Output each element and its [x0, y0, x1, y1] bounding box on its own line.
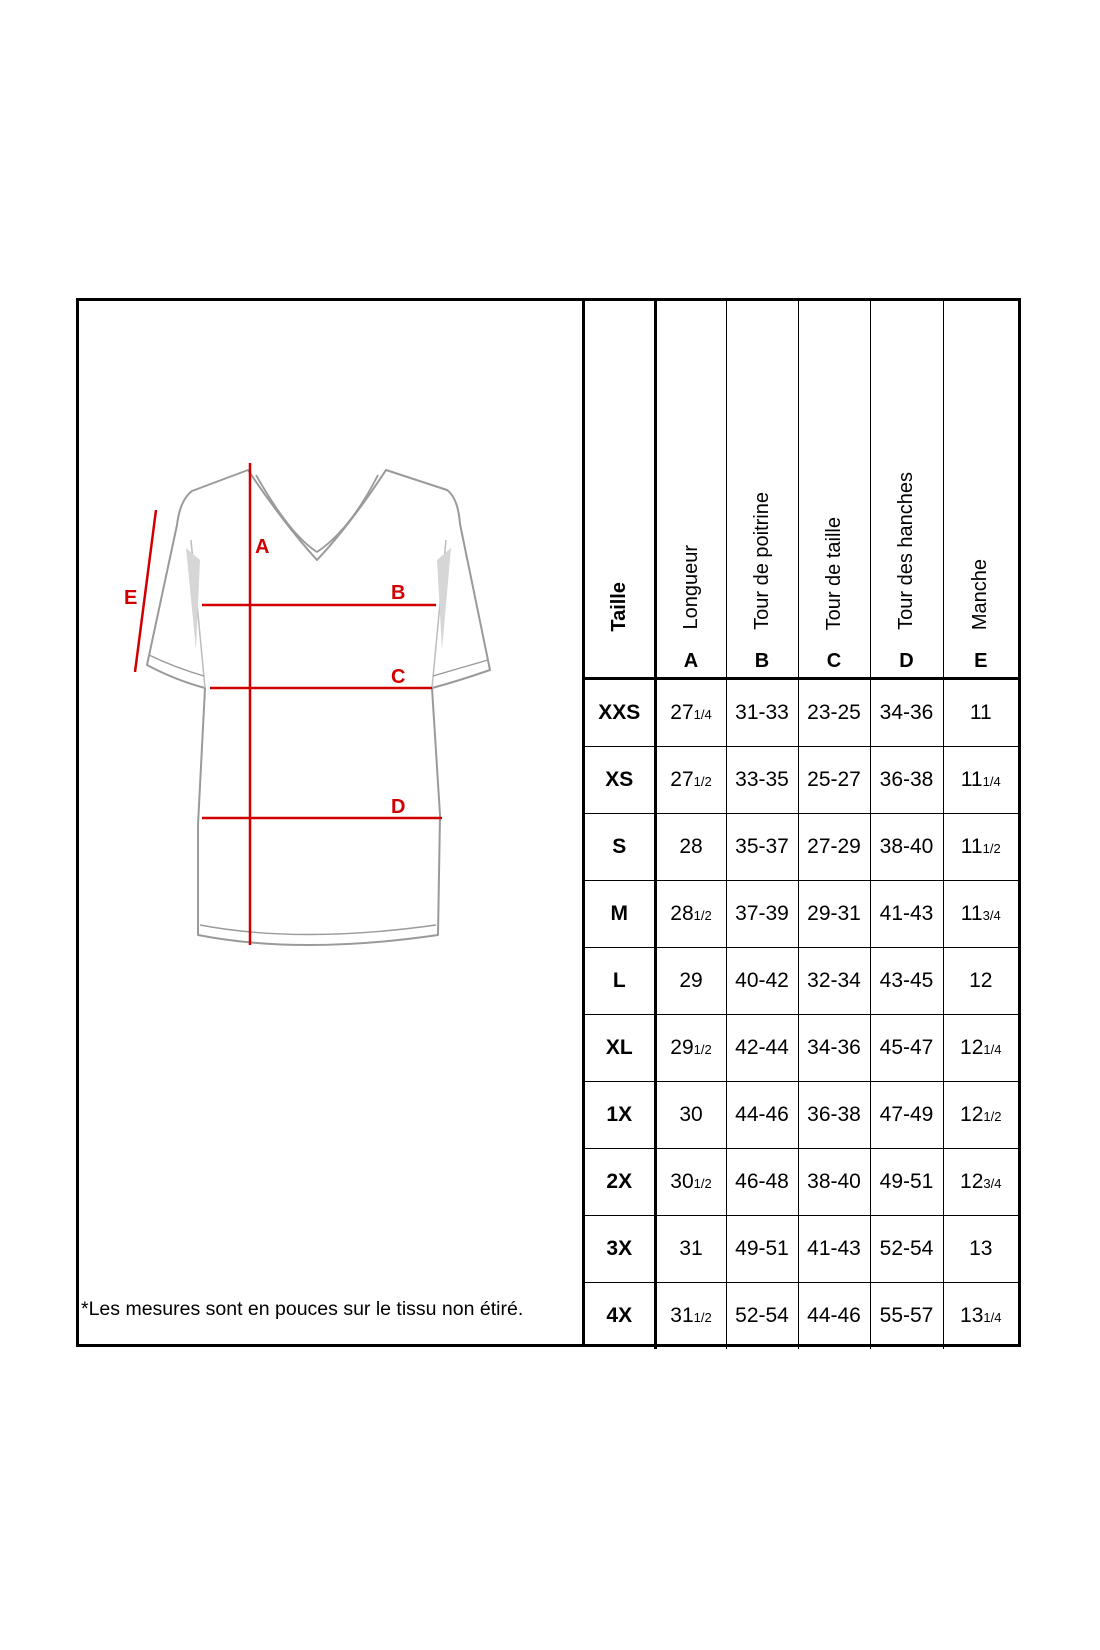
- sleeve-cell: 111/4: [943, 747, 1018, 814]
- length-cell: 311/2: [655, 1283, 726, 1350]
- length-cell: 281/2: [655, 881, 726, 948]
- header-longueur: Longueur A: [655, 301, 726, 679]
- waist-cell: 38-40: [798, 1149, 870, 1216]
- waist-cell: 29-31: [798, 881, 870, 948]
- hip-cell: 47-49: [870, 1082, 943, 1149]
- hip-cell: 34-36: [870, 679, 943, 747]
- hip-cell: 36-38: [870, 747, 943, 814]
- label-e: E: [124, 587, 138, 609]
- chest-cell: 35-37: [726, 814, 798, 881]
- waist-cell: 34-36: [798, 1015, 870, 1082]
- size-cell: 2X: [585, 1149, 655, 1216]
- tshirt-outline: [147, 470, 490, 945]
- hip-cell: 43-45: [870, 948, 943, 1015]
- length-cell: 271/2: [655, 747, 726, 814]
- table-row: [585, 1082, 1018, 1149]
- length-cell: 28: [655, 814, 726, 881]
- size-cell: S: [585, 814, 655, 881]
- hip-cell: 55-57: [870, 1283, 943, 1350]
- size-table: [585, 301, 1018, 1349]
- chest-cell: 46-48: [726, 1149, 798, 1216]
- waist-cell: 25-27: [798, 747, 870, 814]
- size-cell: L: [585, 948, 655, 1015]
- label-a: A: [255, 536, 270, 558]
- hip-cell: 38-40: [870, 814, 943, 881]
- table-header-row: [585, 301, 1018, 679]
- sleeve-cell: 12: [943, 948, 1018, 1015]
- table-row: [585, 1283, 1018, 1350]
- waist-cell: 36-38: [798, 1082, 870, 1149]
- sleeve-cell: 121/2: [943, 1082, 1018, 1149]
- label-b: B: [391, 582, 406, 604]
- chest-cell: 31-33: [726, 679, 798, 747]
- size-cell: XXS: [585, 679, 655, 747]
- size-cell: 3X: [585, 1216, 655, 1283]
- hip-cell: 45-47: [870, 1015, 943, 1082]
- tshirt-diagram: [79, 301, 582, 1344]
- length-cell: 271/4: [655, 679, 726, 747]
- length-cell: 301/2: [655, 1149, 726, 1216]
- chest-cell: 49-51: [726, 1216, 798, 1283]
- chest-cell: 37-39: [726, 881, 798, 948]
- hip-cell: 49-51: [870, 1149, 943, 1216]
- header-taille: Taille: [585, 301, 655, 679]
- table-row: [585, 814, 1018, 881]
- chest-cell: 42-44: [726, 1015, 798, 1082]
- size-cell: M: [585, 881, 655, 948]
- sleeve-cell: 113/4: [943, 881, 1018, 948]
- hip-cell: 52-54: [870, 1216, 943, 1283]
- table-row: [585, 679, 1018, 747]
- header-tour-des-hanches: Tour des hanches D: [870, 301, 943, 679]
- size-cell: XL: [585, 1015, 655, 1082]
- length-cell: 30: [655, 1082, 726, 1149]
- chest-cell: 40-42: [726, 948, 798, 1015]
- waist-cell: 23-25: [798, 679, 870, 747]
- header-manche: Manche E: [943, 301, 1018, 679]
- table-row: [585, 1149, 1018, 1216]
- label-c: C: [391, 666, 406, 688]
- table-row: [585, 1216, 1018, 1283]
- sleeve-cell: 13: [943, 1216, 1018, 1283]
- hip-cell: 41-43: [870, 881, 943, 948]
- sleeve-cell: 123/4: [943, 1149, 1018, 1216]
- sleeve-cell: 11: [943, 679, 1018, 747]
- waist-cell: 44-46: [798, 1283, 870, 1350]
- length-cell: 29: [655, 948, 726, 1015]
- size-cell: 1X: [585, 1082, 655, 1149]
- chest-cell: 52-54: [726, 1283, 798, 1350]
- header-tour-de-taille: Tour de taille C: [798, 301, 870, 679]
- label-d: D: [391, 796, 406, 818]
- size-cell: XS: [585, 747, 655, 814]
- length-cell: 31: [655, 1216, 726, 1283]
- measurement-note: *Les mesures sont en pouces sur le tissu non étiré.: [81, 1298, 524, 1320]
- table-row: [585, 1015, 1018, 1082]
- waist-cell: 32-34: [798, 948, 870, 1015]
- waist-cell: 41-43: [798, 1216, 870, 1283]
- table-row: [585, 747, 1018, 814]
- chest-cell: 33-35: [726, 747, 798, 814]
- sleeve-cell: 131/4: [943, 1283, 1018, 1350]
- tshirt-body: [147, 470, 490, 945]
- table-row: [585, 948, 1018, 1015]
- length-cell: 291/2: [655, 1015, 726, 1082]
- size-cell: 4X: [585, 1283, 655, 1350]
- sleeve-cell: 121/4: [943, 1015, 1018, 1082]
- table-row: [585, 881, 1018, 948]
- header-tour-de-poitrine: Tour de poitrine B: [726, 301, 798, 679]
- sleeve-cell: 111/2: [943, 814, 1018, 881]
- waist-cell: 27-29: [798, 814, 870, 881]
- chest-cell: 44-46: [726, 1082, 798, 1149]
